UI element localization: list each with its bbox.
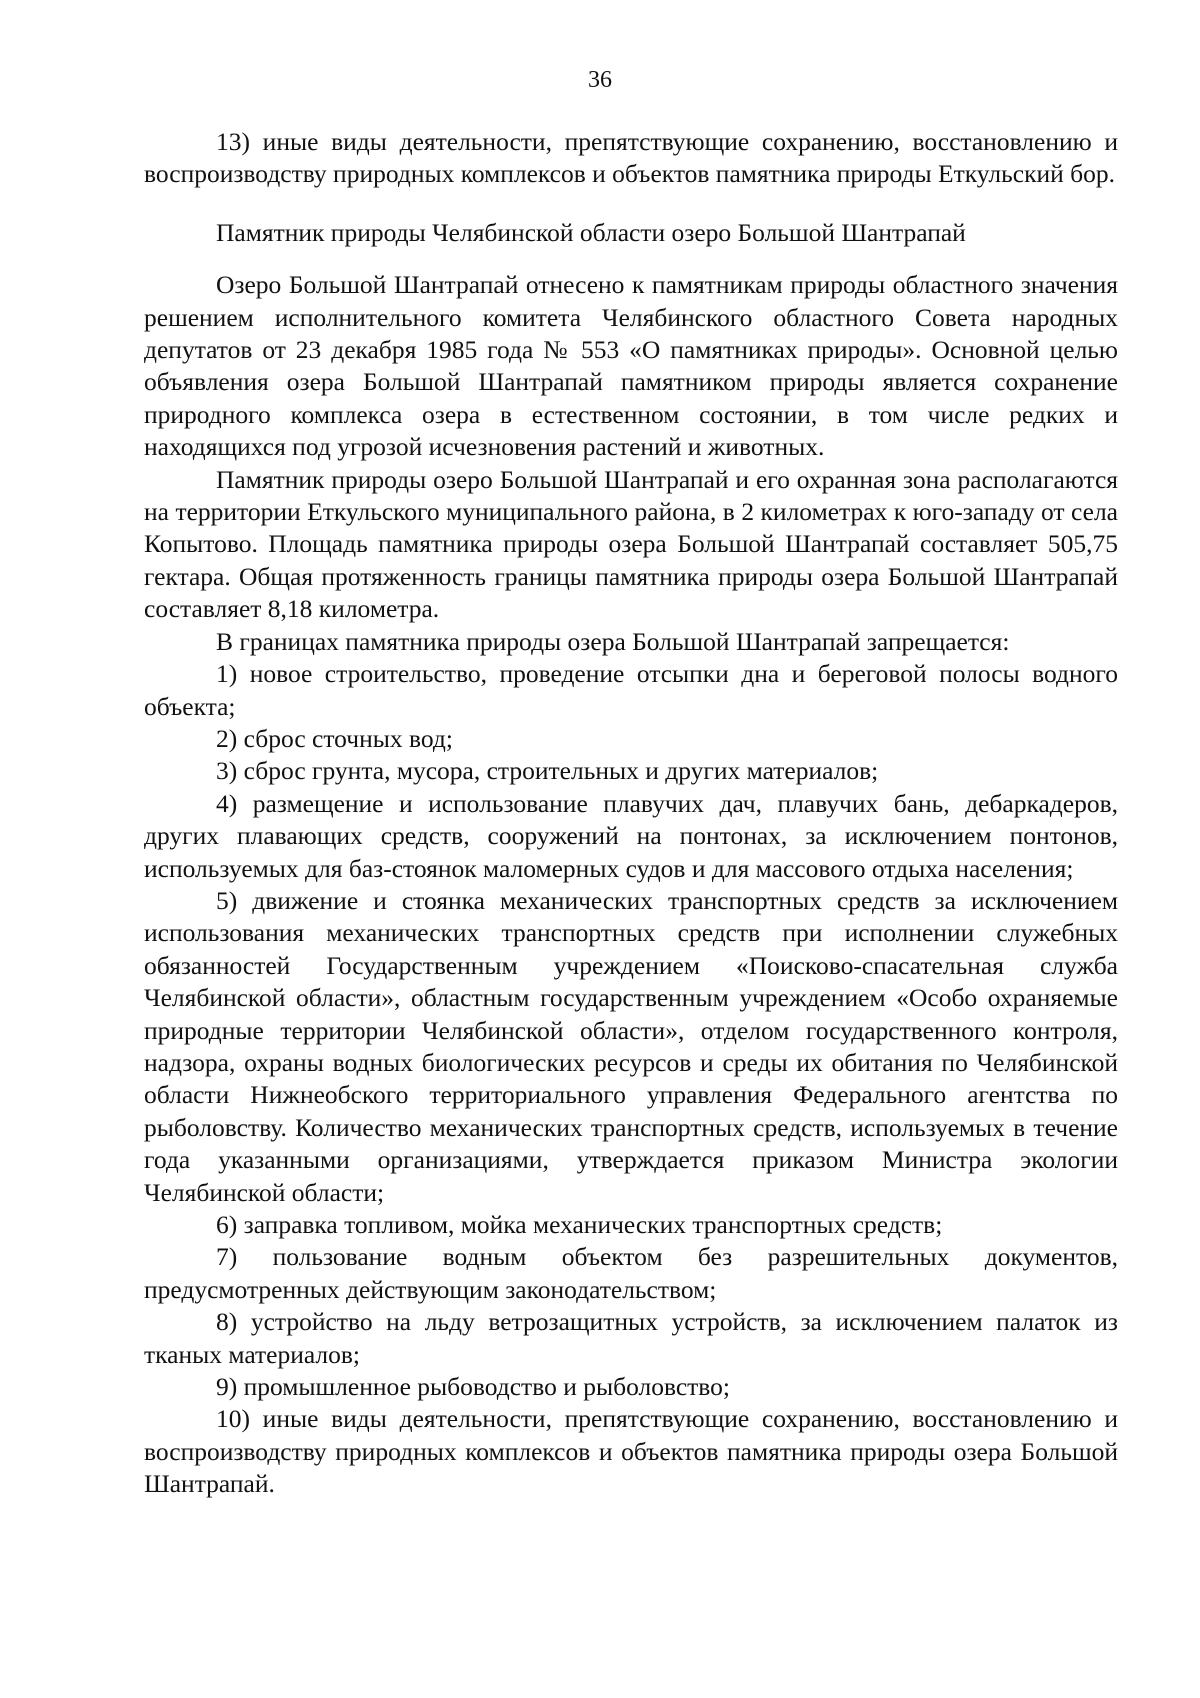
paragraph-prohibitions-lead: В границах памятника природы озера Большой Шантрапай запрещается: [216,626,1010,656]
list-item-8: 8) устройство на льду ветрозащитных устройств, за исключением палаток из тканых материалов; [144,1307,1118,1369]
paragraph-location: Памятник природы озеро Большой Шантрапай и его охранная зона располагаются на территории Еткульского муниципального района, в 2 километрах к юго-западу от села Копытово. Площадь памятника природы озера Большой Шантрапай составляет 505,75 гектара. Общая протяженность границы памятника природы озера Большой Шантрапай составляет 8,18 километра. [144,464,1118,624]
list-item-7: 7) пользование водным объектом без разрешительных документов, предусмотренных действующим законодательством; [144,1242,1118,1304]
list-item-4: 4) размещение и использование плавучих дач, плавучих бань, дебаркадеров, других плавающих средств, сооружений на понтонах, за исключением понтонов, используемых для баз-стоянок маломерных судов и для массового отдыха населения; [144,788,1118,883]
paragraph-item-13-etkul-bor: 13) иные виды деятельности, препятствующие сохранению, восстановлению и воспроизводству природных комплексов и объектов памятника природы Еткульский бор. [144,127,1118,189]
list-item-10: 10) иные виды деятельности, препятствующие сохранению, восстановлению и воспроизводству природных комплексов и объектов памятника природы озера Большой Шантрапай. [144,1404,1118,1499]
list-item-3: 3) сброс грунта, мусора, строительных и других материалов; [216,756,879,786]
list-item-2: 2) сброс сточных вод; [216,723,453,753]
document-body [144,126,1118,1501]
list-item-9: 9) промышленное рыбоводство и рыболовство; [216,1372,731,1402]
list-item-6: 6) заправка топливом, мойка механических транспортных средств; [216,1210,943,1239]
list-item-1: 1) новое строительство, проведение отсыпки дна и береговой полосы водного объекта; [144,659,1118,721]
section-heading: Памятник природы Челябинской области озеро Большой Шантрапай [216,217,966,247]
page-number: 36 [588,67,612,93]
paragraph-intro: Озеро Большой Шантрапай отнесено к памятникам природы областного значения решением исполнительного комитета Челябинского областного Совета народных депутатов от 23 декабря 1985 года № 553 «О памятниках природы». Основной целью объявления озера Большой Шантрапай памятником природы является сохранение природного комплекса озера в естественном состоянии, в том числе редких и находящихся под угрозой исчезновения растений и животных. [144,270,1118,462]
list-item-5: 5) движение и стоянка механических транспортных средств за исключением использования механических транспортных средств при исполнении служебных обязанностей Государственным учреждением «Поисково-спасательная служба Челябинской области», областным государственным учреждением «Особо охраняемые природные территории Челябинской области», отделом государственного контроля, надзора, охраны водных биологических ресурсов и среды их обитания по Челябинской области Нижнеобского территориального управления Федерального агентства по рыболовству. Количество механических транспортных средств, используемых в течение года указанными организациями, утверждается приказом Министра экологии Челябинской области; [144,885,1118,1207]
